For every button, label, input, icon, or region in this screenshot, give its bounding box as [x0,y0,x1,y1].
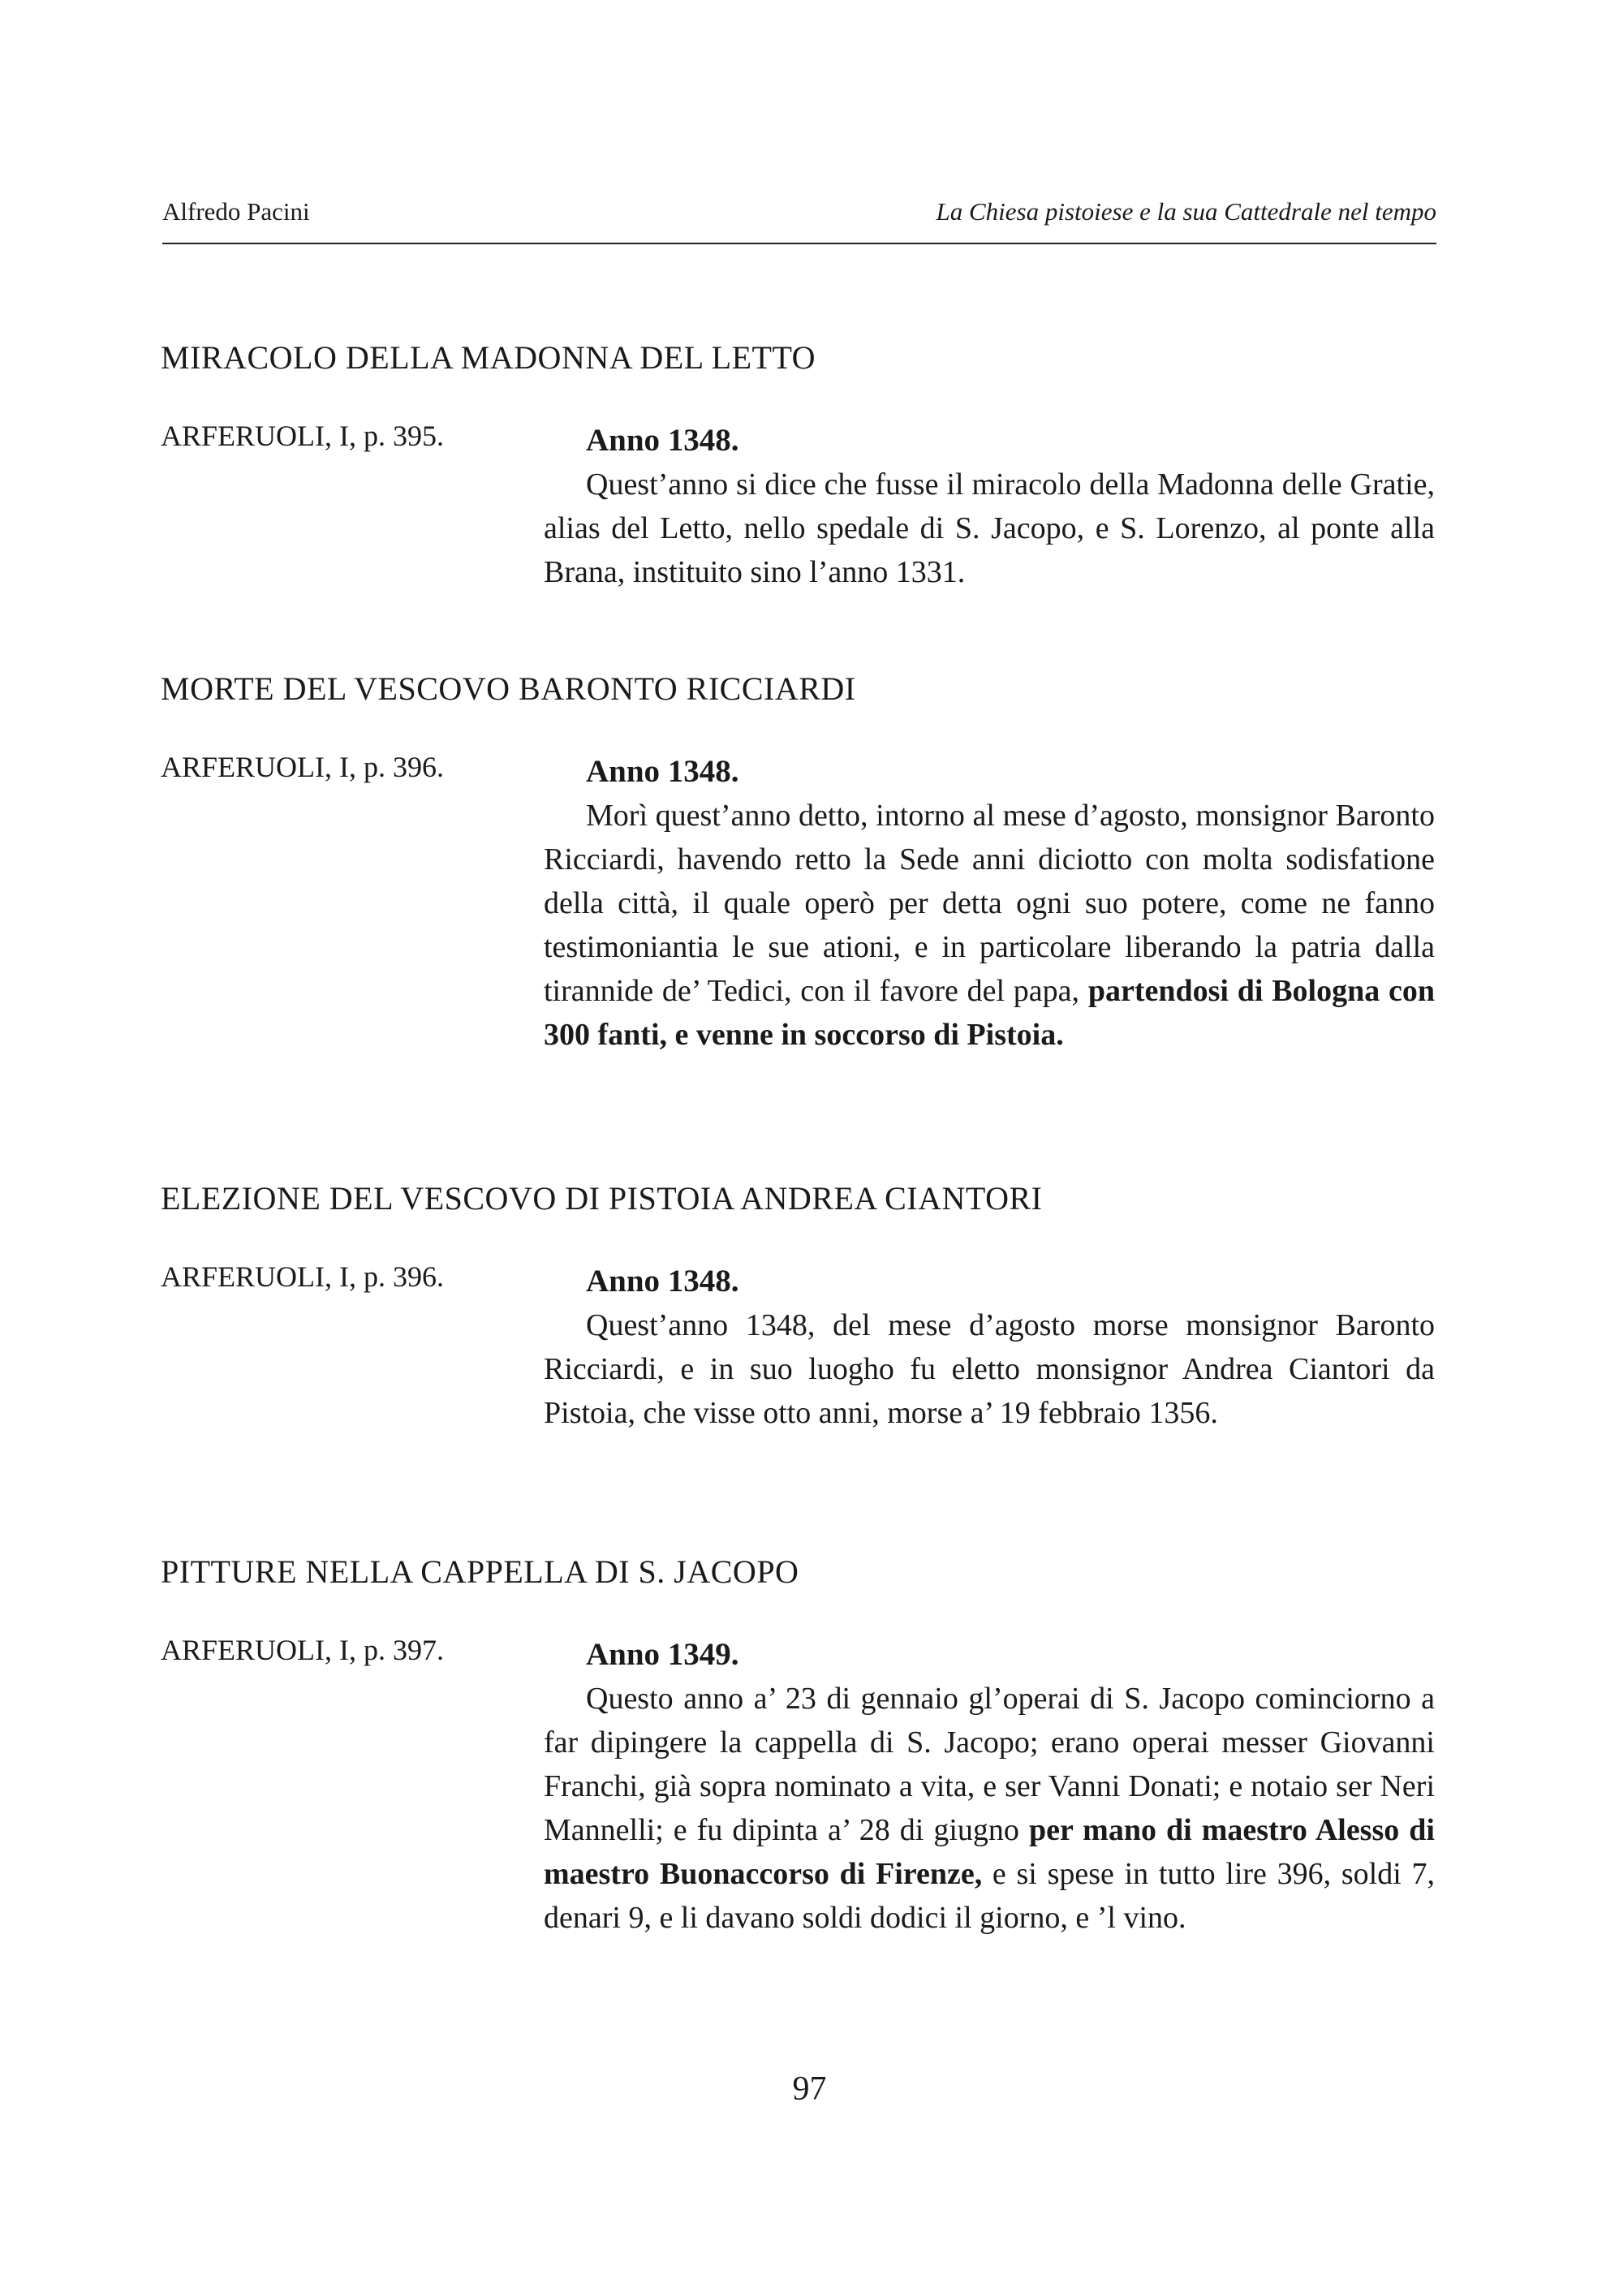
entry-year: Anno 1349. [586,1637,739,1672]
entry-body [544,750,1435,1057]
section-morte-vescovo [161,670,1443,1057]
section-title: ELEZIONE DEL VESCOVO DI PISTOIA ANDREA CIANTORI [161,1180,1043,1217]
entry-text-main: Questo anno a’ 23 di gennaio gl’operai di S. Jacopo cominciorno a far dipingere la cappella di S. Jacopo; erano operai messer Giovanni Franchi, già sopra nominato a vita, e ser Vanni Donati; e notaio ser Neri Mannelli; e fu dipinta a’ 28 di giugno [544,1682,1435,1847]
section-elezione-vescovo [161,1179,1443,1435]
entry [161,1260,1443,1435]
entry-text-after: e si spese in tutto lire 396, soldi 7, denari 9, e li davano soldi dodici il giorno, e ’l vino. [544,1857,1436,1935]
page-header [162,197,1436,244]
source-citation: ARFERUOLI, I, p. 397. [161,1634,444,1666]
entry-year: Anno 1348. [586,1264,739,1299]
section-title: MIRACOLO DELLA MADONNA DEL LETTO [161,339,816,376]
entry-text-main: Morì quest’anno detto, intorno al mese d’agosto, monsignor Baronto Ricciardi, havendo retto la Sede anni diciotto con molta sodisfatione della città, il quale operò per detta ogni suo potere, come ne fanno testimoniantia le sue ationi, e in particolare liberando la patria dalla tirannide de’ Tedici, con il favore del papa, [544,799,1435,1008]
entry-body [544,1260,1435,1435]
entry-text [544,794,1435,1057]
entry-body [544,419,1435,594]
section-title: PITTURE NELLA CAPPELLA DI S. JACOPO [161,1553,799,1590]
entry-text-highlight: per mano di maestro Alesso di maestro Buonaccorso di Firenze, [544,1813,1435,1891]
section-pitture-cappella [161,1553,1443,1940]
entry [161,1633,1443,1940]
entry-text: Quest’anno si dice che fusse il miracolo della Madonna delle Gratie, alias del Letto, nello spedale di S. Jacopo, e S. Lorenzo, al ponte alla Brana, instituito sino l’anno 1331. [544,467,1435,589]
entry-text [544,1677,1435,1940]
section-title: MORTE DEL VESCOVO BARONTO RICCIARDI [161,670,856,707]
header-book-title: La Chiesa pistoiese e la sua Cattedrale nel tempo [936,197,1436,226]
page-number: 97 [792,2070,827,2108]
entry-year: Anno 1348. [586,423,739,458]
entry-body [544,1633,1435,1940]
source-citation: ARFERUOLI, I, p. 395. [161,420,444,452]
entry [161,419,1443,594]
entry-text: Quest’anno 1348, del mese d’agosto morse monsignor Baronto Ricciardi, e in suo luogho fu eletto monsignor Andrea Ciantori da Pistoia, che visse otto anni, morse a’ 19 febbraio 1356. [544,1308,1435,1430]
entry-year: Anno 1348. [586,754,739,789]
entry-text-highlight: partendosi di Bologna con 300 fanti, e venne in soccorso di Pistoia. [544,974,1435,1052]
source-citation: ARFERUOLI, I, p. 396. [161,1260,444,1293]
source-citation: ARFERUOLI, I, p. 396. [161,751,444,783]
header-author: Alfredo Pacini [162,197,310,226]
entry [161,750,1443,1057]
section-miracolo [161,338,1443,594]
